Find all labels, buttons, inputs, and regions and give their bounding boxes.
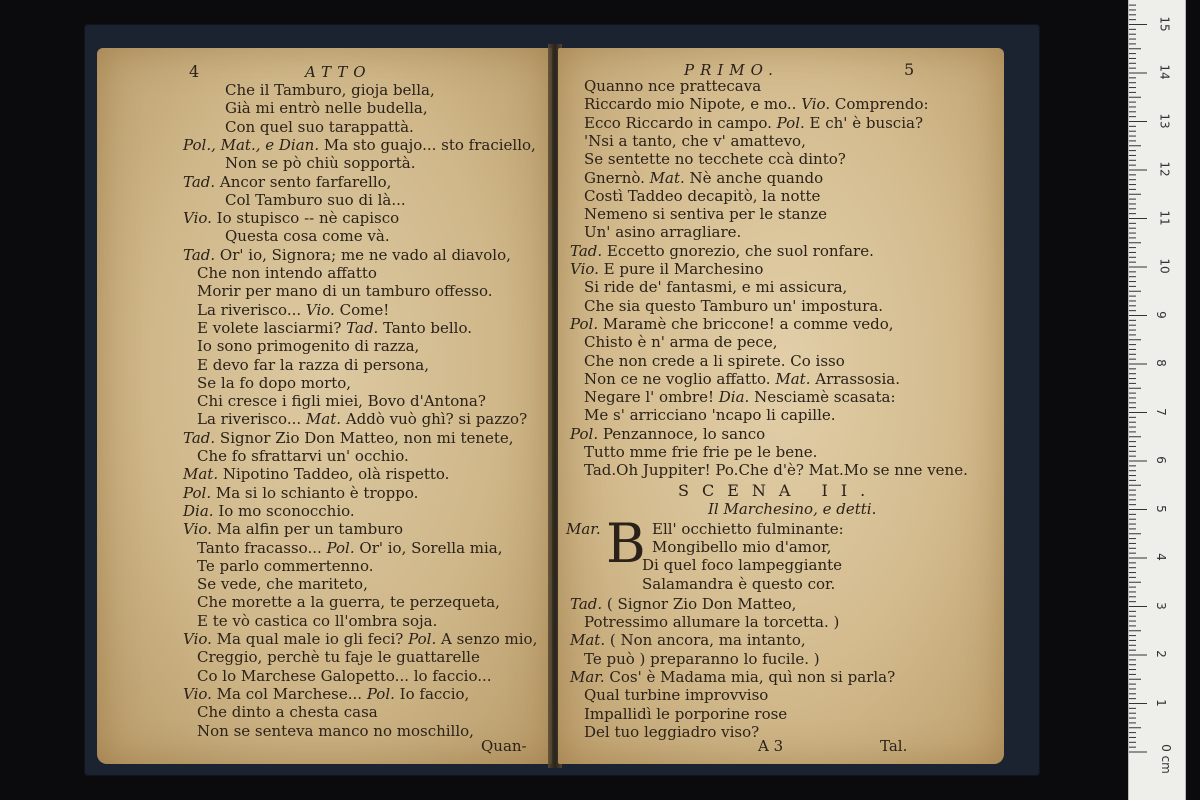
verse-line [183,503,355,520]
ruler-number: 6 [1153,456,1168,464]
verse-text: Non ce ne voglio affatto. [584,370,771,388]
verse-text: Or' io, Signora; me ne vado al diavolo, [219,246,511,264]
catchword: Tal. [880,737,908,755]
verse-text: Mongibello mio d'amor, [652,538,832,556]
verse-text: Chisto è n' arma de pece, [584,333,778,351]
verse-line [183,210,399,227]
verse-line [584,706,787,723]
verse-text: Che non intendo affatto [197,264,377,282]
verse-text: ( Signor Zio Don Matteo, [606,595,797,613]
right-page [558,48,1004,764]
speaker-label: Mat. [570,631,610,649]
verse-line [570,426,765,443]
verse-line [197,283,493,300]
speaker-label: Pol. [570,425,603,443]
verse-text: Si ride de' fantasmi, e mi assicura, [584,278,848,296]
verse-text: Col Tamburo suo di là... [225,191,406,209]
speaker-label: Vio. [183,630,217,648]
verse-text: Se sentette no tecchete ccà dinto? [584,150,846,168]
verse-line [197,723,474,740]
verse-line [584,462,968,479]
verse-text: Tad.Oh Juppiter! Po.Che d'è? Mat.Mo se nne vene. [584,461,968,479]
verse-line [197,357,429,374]
verse-line [570,316,894,333]
verse-line [183,466,449,483]
verse-text: Come! [339,301,390,319]
verse-text: Penzannoce, lo sanco [602,425,766,443]
speaker-label: Pol. [183,484,216,502]
verse-text: Non se senteva manco no moschillo, [197,722,474,740]
page-number: 5 [904,60,915,79]
speaker-label: Tad. [183,173,220,191]
speaker-label: Tad. [570,242,607,260]
signature-mark: A 3 [758,737,784,755]
verse-text: Me s' arricciano 'ncapo li capille. [584,406,836,424]
verse-line [584,407,836,424]
speaker-label: Mar. [566,520,601,538]
verse-text: Non se pò chiù sopportà. [225,154,416,172]
verse-line [225,155,416,172]
scene-cast: Il Marchesino, e detti. [708,500,877,518]
verse-line [570,261,763,278]
verse-line [225,119,414,136]
verse-line [584,206,827,223]
verse-line [197,411,527,428]
verse-line [225,192,406,209]
verse-line [197,668,492,685]
verse-line [584,96,929,113]
verse-text: Costì Taddeo decapitò, la notte [584,187,821,205]
verse-line [570,596,796,613]
verse-line [197,613,437,630]
verse-line [197,320,472,337]
verse-text: Tanto fracasso... [197,539,322,557]
verse-line [197,375,351,392]
ruler-number: 8 [1153,359,1168,367]
speaker-label: Pol. [570,315,603,333]
verse-text: Addò vuò ghì? si pazzo? [345,410,528,428]
verse-text: Se vede, che mariteto, [197,575,368,593]
verse-text: Che non crede a li spirete. Co isso [584,352,845,370]
verse-line [566,520,844,538]
verse-text: Nè anche quando [689,169,824,187]
verse-line [584,151,846,168]
verse-line [183,430,514,447]
verse-line [584,614,839,631]
verse-text: Che sia questo Tamburo un' impostura. [584,297,884,315]
verse-text: Se la fo dopo morto, [197,374,352,392]
verse-text: Tutto mme frie frie pe le bene. [584,443,818,461]
verse-text: Cos' è Madama mia, quì non si parla? [609,668,896,686]
ruler-number: 2 [1153,650,1168,658]
verse-line [197,594,500,611]
verse-line [197,302,389,319]
verse-text: Ma col Marchese... [216,685,363,703]
speaker-label: Tad. [183,429,220,447]
verse-text: Ecco Riccardo in campo. [584,114,772,132]
verse-text: Qual turbine improvviso [584,686,769,704]
speaker-label: Dia. [183,502,219,520]
verse-text: E devo far la razza di persona, [197,356,429,374]
verse-line [584,651,820,668]
verse-line [570,243,874,260]
verse-text: Di quel foco lampeggiante [642,556,843,574]
verse-line [197,649,480,666]
speaker-label: Mat. [183,465,223,483]
verse-line [584,371,900,388]
verse-text: E pure il Marchesino [603,260,764,278]
verse-text: Nipotino Taddeo, olà rispetto. [222,465,450,483]
verse-line [183,247,511,264]
verse-text: Io stupisco -- nè capisco [216,209,400,227]
verse-text: Tanto bello. [383,319,472,337]
verse-line [183,686,469,703]
ruler-number: 3 [1153,602,1168,610]
speaker-label: Tad. [183,246,220,264]
verse-line [197,265,377,282]
ruler-number: 14 [1157,64,1172,80]
verse-text: Ma alfin per un tamburo [216,520,404,538]
verse-line [570,632,806,649]
verse-line [570,669,895,686]
verse-text: Io faccio, [399,685,470,703]
verse-line [584,224,741,241]
verse-text: Salamandra è questo cor. [642,575,836,593]
verse-text: Gnernò. [584,169,645,187]
verse-line [183,631,537,648]
verse-line [584,170,823,187]
verse-text: A senzo mio, [441,630,538,648]
verse-text: Signor Zio Don Matteo, non mi tenete, [219,429,514,447]
verse-line [642,557,842,574]
verse-text: Che fo sfrattarvi un' occhio. [197,447,409,465]
verse-text: Chi cresce i figli miei, Bovo d'Antona? [197,392,486,410]
speaker-label: Mar. [570,668,610,686]
verse-text: Ell' occhietto fulminante: [652,520,844,538]
verse-text: ( Non ancora, ma intanto, [609,631,806,649]
verse-line [197,558,373,575]
verse-line [584,298,883,315]
verse-text: Riccardo mio Nipote, e mo.. [584,95,797,113]
speaker-label: Tad. [570,595,607,613]
verse-text: Un' asino arragliare. [584,223,742,241]
verse-text: Che dinto a chesta casa [197,703,378,721]
verse-line [642,576,835,593]
verse-text: Potressimo allumare la torcetta. ) [584,613,840,631]
ruler-number: 10 [1157,258,1172,274]
verse-text: Quanno nce prattecava [584,77,762,95]
verse-text: Che il Tamburo, gioja bella, [225,81,435,99]
verse-text: La riverisco... [197,410,302,428]
verse-text: E te vò castica co ll'ombra soja. [197,612,438,630]
verse-text: Negare l' ombre! [584,388,714,406]
verse-line [584,353,845,370]
verse-text: E ch' è buscia? [809,114,923,132]
speaker-label: Dia. [718,388,755,406]
speaker-label: Vio. [183,209,217,227]
speaker-label: Pol. [326,539,360,557]
ruler-number: 5 [1153,505,1168,513]
verse-line [584,444,817,461]
verse-text: Con quel suo tarappattà. [225,118,414,136]
verse-text: Ma qual male io gli feci? [216,630,404,648]
speaker-label: Mat. [305,410,346,428]
measuring-ruler [1128,0,1186,800]
ruler-number: 12 [1157,161,1172,177]
verse-text: Creggio, perchè tu faje le guattarelle [197,648,480,666]
ruler-number: 7 [1153,408,1168,416]
left-page [97,48,552,764]
verse-text: Che morette a la guerra, te perzequeta, [197,593,500,611]
verse-line [225,228,390,245]
drop-cap: B [606,512,646,575]
speaker-label: Pol. [408,630,441,648]
speaker-label: Vio. [801,95,835,113]
speaker-label: Mat. [775,370,816,388]
verse-text: Te parlo commertenno. [197,557,374,575]
verse-line [225,100,428,117]
speaker-label: Vio. [570,260,604,278]
verse-line [584,389,896,406]
verse-line [197,540,503,557]
ruler-number: 9 [1153,311,1168,319]
page-number: 4 [189,62,200,81]
verse-text: La riverisco... [197,301,302,319]
verse-line [183,174,391,191]
scene-title: SCENA II. [678,481,879,500]
ruler-unit-label: 0 cm [1158,744,1173,774]
verse-line [197,393,486,410]
verse-text: Eccetto gnorezio, che suol ronfare. [606,242,874,260]
verse-line [584,78,761,95]
verse-text: Questa cosa come và. [225,227,390,245]
speaker-label: Pol., Mat., e Dian. [183,136,324,154]
speaker-label: Tad. [346,319,384,337]
verse-line [584,279,847,296]
verse-line [584,188,820,205]
verse-text: Te può ) preparanno lo fucile. ) [584,650,820,668]
ruler-number: 13 [1157,113,1172,129]
ruler-number: 1 [1153,699,1168,707]
verse-text: Arrassosia. [815,370,900,388]
running-head: ATTO [305,63,372,81]
verse-line [584,133,806,150]
speaker-label: Vio. [183,685,217,703]
verse-line [183,485,418,502]
verse-text: 'Nsi a tanto, che v' amattevo, [584,132,806,150]
verse-text: Ma si lo schianto è troppo. [215,484,419,502]
verse-text: Io mo sconocchio. [218,502,355,520]
speaker-label: Pol. [776,114,810,132]
ruler-number: 4 [1153,553,1168,561]
verse-text: Ma sto guajo... sto fraciello, [323,136,536,154]
verse-text: Maramè che briccone! a comme vedo, [602,315,894,333]
verse-line [197,704,378,721]
verse-text: Co lo Marchese Galopetto... lo faccio... [197,667,492,685]
verse-line [584,687,768,704]
verse-text: Nemeno si sentiva per le stanze [584,205,828,223]
verse-text: Morir per mano di un tamburo offesso. [197,282,493,300]
verse-line [225,82,435,99]
verse-text: Ancor sento farfarello, [219,173,392,191]
verse-text: Io sono primogenito di razza, [197,337,420,355]
speaker-label: Mat. [649,169,690,187]
verse-text: Del tuo leggiadro viso? [584,723,760,741]
verse-text: Impallidì le porporine rose [584,705,788,723]
ruler-number: 15 [1157,16,1172,32]
ruler-number: 11 [1157,210,1172,226]
speaker-label: Pol. [366,685,400,703]
verse-text: Comprendo: [834,95,929,113]
verse-line [197,576,368,593]
speaker-label: Vio. [305,301,340,319]
catchword: Quan- [481,737,527,755]
verse-line [584,724,759,741]
verse-line [197,448,409,465]
verse-line [584,334,777,351]
verse-line [183,137,536,154]
verse-text: Or' io, Sorella mia, [359,539,503,557]
verse-text: Nesciamè scasata: [754,388,896,406]
verse-line [652,539,831,556]
running-head: PRIMO. [684,61,779,79]
verse-line [183,521,403,538]
verse-text: Già mi entrò nelle budella, [225,99,428,117]
verse-line [584,115,923,132]
verse-line [197,338,419,355]
speaker-label: Vio. [183,520,217,538]
verse-text: E volete lasciarmi? [197,319,342,337]
